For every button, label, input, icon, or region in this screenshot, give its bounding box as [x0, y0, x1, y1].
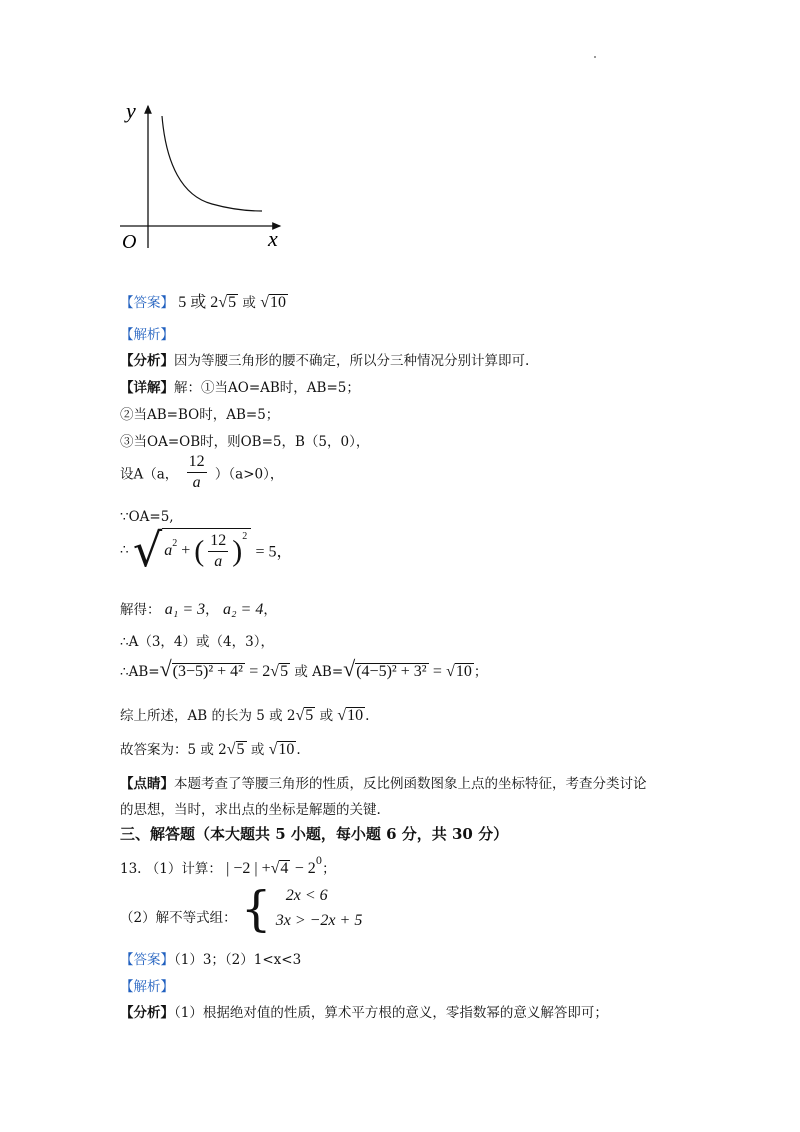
set-a-suffix: ）（a>0），	[214, 466, 284, 483]
origin-label: O	[122, 231, 137, 253]
q13-answer-tag: 【答案】	[120, 952, 174, 968]
dianjing-text1: 本题考查了等腰三角形的性质，反比例函数图象上点的坐标特征，考查分类讨论	[174, 776, 647, 792]
q13-answer-line	[120, 948, 301, 968]
q13-answer-text: （1）3；（2）1<x<3	[174, 952, 302, 968]
ab-end: ；	[473, 664, 488, 680]
set-a-prefix: 设A（a，	[120, 466, 179, 483]
q13-part1-prefix: 13. （1）计算：	[120, 861, 222, 877]
xiangjie-tag: 【详解】	[120, 380, 174, 396]
set-a-line	[120, 452, 283, 493]
set-a-num: 12	[187, 452, 207, 473]
q13-jiexi-tag: 【解析】	[120, 979, 174, 995]
ab-expr2: (4−5)² + 3²	[356, 663, 427, 680]
dianjing-line1	[120, 772, 647, 792]
fenxi-tag: 【分析】	[120, 353, 174, 369]
hyperbola-curve	[162, 116, 262, 211]
q13-fenxi-text: （1）根据绝对值的性质，算术平方根的意义，零指数幂的意义解答即可；	[174, 1005, 608, 1021]
section-3-title: 三、解答题（本大题共 5 小题，每小题 6 分，共 30 分）	[120, 825, 509, 843]
q13-part1: 13. （1）计算： | −2 | $+√4 - 2^0$；	[120, 856, 336, 877]
y-axis-label: y	[126, 98, 136, 123]
q13-part1-end: ；	[322, 861, 336, 877]
xiangjie-text1: 解：①当AO=AB时，AB=5；	[174, 380, 360, 396]
dianjing-tag: 【点睛】	[120, 776, 174, 792]
answer-sqrt-b: 10	[269, 294, 286, 311]
jiexi-tag: 【解析】	[120, 327, 174, 343]
fenxi-line	[120, 349, 529, 369]
xiangjie-line1	[120, 376, 360, 396]
q13-part2-prefix: （2）解不等式组：	[120, 909, 237, 926]
answer-tag: 【答案】	[120, 295, 174, 311]
fenxi-text: 因为等腰三角形的腰不确定，所以分三种情况分别计算即可.	[174, 353, 530, 369]
final-end: .	[296, 742, 301, 758]
q13-expr-b: − 2	[294, 860, 316, 877]
dianjing-line2: 的思想，当时，求出点的坐标是解题的关键.	[120, 802, 381, 818]
ab-eq1: = 2	[249, 663, 271, 680]
therefore-prefix: ∴	[120, 542, 129, 558]
set-a-den: a	[192, 474, 201, 491]
q13-ineq1: 2x < 6	[285, 887, 328, 904]
solve-prefix: 解得：	[120, 602, 161, 618]
answer-12-line: 【答案】 5 或 2√5 或 √10	[120, 294, 286, 311]
ab-eq2: =	[432, 663, 442, 680]
function-graph	[112, 96, 292, 256]
solve-sep: ，	[205, 602, 219, 618]
summary-line: 综上所述，AB 的长为 5 或 2√5 或 √10 .	[120, 707, 370, 724]
ab-or: 或 AB=	[294, 664, 344, 680]
summary-end: .	[365, 708, 370, 724]
answer-or: 或	[238, 295, 261, 311]
xiangjie-line2: ②当AB=BO时，AB=5；	[120, 407, 280, 423]
q13-sqrt: 4	[280, 860, 289, 877]
ab-line: ∴AB=√(3−5)² + 4² = 2√5 或 AB=√(4−5)² + 3² = √10 ；	[120, 656, 488, 681]
q13-expr-a: | −2 | +	[226, 860, 271, 877]
set-a-fraction	[187, 452, 207, 493]
final-line: 故答案为：5 或 2√5 或 √10 .	[120, 741, 301, 758]
ab-expr1: (3−5)² + 4²	[172, 663, 243, 680]
ab-prefix: ∴AB=	[120, 664, 160, 680]
solve-a2: a₂ = 4	[222, 601, 264, 618]
solve-end: ，	[263, 602, 277, 618]
answer-sqrt-a: 5	[228, 294, 237, 311]
x-axis-label: x	[268, 226, 278, 251]
xiangjie-line3: ③当OA=OB时，则OB=5，B（5，0），	[120, 434, 370, 450]
q13-fenxi-line	[120, 1001, 608, 1021]
therefore-suffix: = 5，	[255, 543, 293, 561]
q13-part2: （2）解不等式组： { 2x < 6 3x > −2x + 5	[120, 880, 363, 937]
q13-ineq2: 3x > −2x + 5	[275, 911, 363, 929]
summary-prefix: 综上所述，AB 的长为 5 或 2	[120, 708, 296, 724]
because-line: ∵OA=5,	[120, 509, 174, 525]
therefore-eq-line: ∴ √ $a^2$ + ( $\frac{12}{a}$ )$^2$ = 5，	[120, 523, 293, 577]
q13-exp: 0	[315, 856, 323, 867]
answer-text-a: 5 或 2	[178, 294, 219, 311]
page-dot	[594, 56, 596, 58]
solve-line	[120, 598, 277, 619]
q13-fenxi-tag: 【分析】	[120, 1005, 174, 1021]
solve-a1: a₁ = 3	[164, 601, 206, 618]
final-prefix: 故答案为：5 或 2	[120, 742, 227, 758]
points-line: ∴A（3，4）或（4，3），	[120, 634, 274, 650]
